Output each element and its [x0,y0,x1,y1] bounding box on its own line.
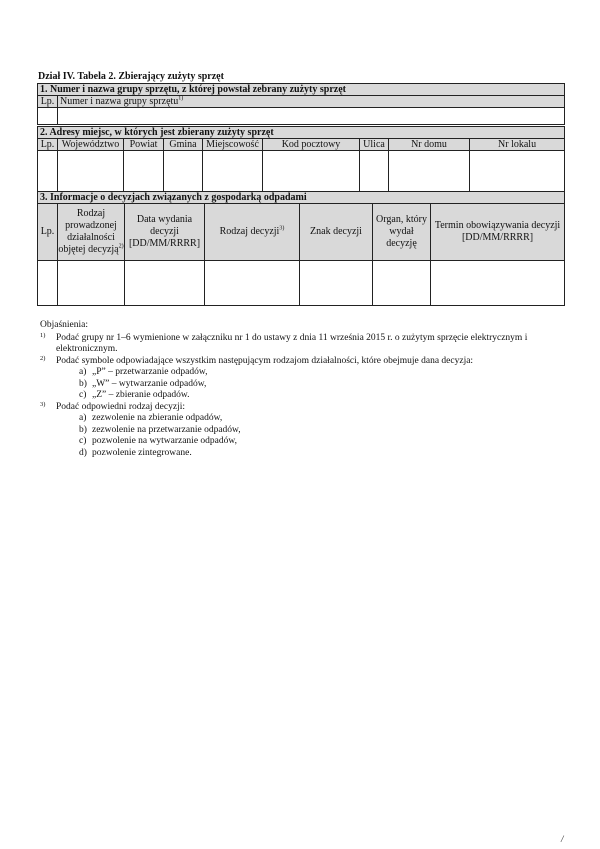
footnote-number: 3) [40,400,46,408]
list-item-letter: a) [79,413,87,423]
list-item [79,448,560,460]
input-cell-decision-sign[interactable] [300,261,373,306]
input-cell-voivodeship[interactable] [58,151,124,192]
column-header-apartment-number: Nr lokalu [470,139,565,151]
input-cell-lp[interactable] [38,261,58,306]
input-cell-decision-type[interactable] [205,261,300,306]
input-cell-commune[interactable] [164,151,203,192]
column-header-group-name-text: Numer i nazwa grupy sprzętu [60,96,179,107]
column-header-issue-date: Data wydania decyzji [DD/MM/RRRR] [125,204,205,261]
table-row [38,151,565,192]
column-header-issuing-authority: Organ, który wydał decyzję [373,204,431,261]
input-cell-lp[interactable] [38,151,58,192]
list-item-letter: c) [79,390,87,400]
column-header-group-name [58,96,565,108]
footnote-ref-1: 1) [178,95,184,102]
page-title: Dział IV. Tabela 2. Zbierający zużyty sprzęt [38,71,224,82]
page-mark: / [561,834,564,844]
column-header-lp: Lp. [38,204,58,261]
input-cell-activity-type[interactable] [58,261,125,306]
explanation-text: Podać odpowiedni rodzaj decyzji: [56,401,186,412]
explanations [40,320,560,459]
list-item [79,379,560,391]
list-item-letter: b) [79,378,87,389]
footnote-ref-3: 3) [279,225,285,232]
list-item-letter: d) [79,447,87,458]
input-cell-apartment-number[interactable] [470,151,565,192]
list-item-text: „W” – wytwarzanie odpadów, [92,378,207,389]
list-item-text: zezwolenie na przetwarzanie odpadów, [92,424,241,435]
equipment-group-table [37,83,565,125]
column-header-postal-code: Kod pocztowy [263,139,360,151]
column-header-voivodeship: Województwo [58,139,124,151]
input-cell-issuing-authority[interactable] [373,261,431,306]
section-2-title: 2. Adresy miejsc, w których jest zbierany zużyty sprzęt [38,127,565,139]
footnote-ref-2: 2) [118,243,124,250]
explanation-2-list [40,367,560,402]
input-cell-house-number[interactable] [389,151,470,192]
explanation-text: Podać symbole odpowiadające wszystkim następującym rodzajom działalności, które obejmuje dana decyzja: [56,355,474,366]
column-header-house-number: Nr domu [389,139,470,151]
column-header-lp: Lp. [38,139,58,151]
column-header-activity-type-text: Rodzaj prowadzonej działalności objętej decyzją [58,208,119,255]
list-item [79,367,560,379]
column-header-decision-sign: Znak decyzji [300,204,373,261]
column-header-decision-type [205,204,300,261]
section-1-title: 1. Numer i nazwa grupy sprzętu, z której powstał zebrany zużyty sprzęt [38,84,565,96]
input-cell-locality[interactable] [203,151,263,192]
list-item-text: zezwolenie na zbieranie odpadów, [92,413,223,423]
section-3-title: 3. Informacje o decyzjach związanych z gospodarką odpadami [38,192,565,204]
column-header-commune: Gmina [164,139,203,151]
collection-addresses-table [37,126,565,192]
input-cell-group-name[interactable] [58,108,565,125]
table-row [38,108,565,125]
list-item [79,390,560,402]
explanations-heading: Objaśnienia: [40,320,89,330]
list-item [79,425,560,437]
list-item-text: pozwolenie na wytwarzanie odpadów, [92,436,237,446]
list-item-letter: b) [79,424,87,435]
explanation-1 [40,333,560,356]
column-header-activity-type [58,204,125,261]
input-cell-validity-term[interactable] [431,261,565,306]
list-item-letter: a) [79,367,87,377]
table-row [38,261,565,306]
column-header-lp: Lp. [38,96,58,108]
column-header-decision-type-text: Rodzaj decyzji [219,226,280,237]
list-item-text: „P” – przetwarzanie odpadów, [92,367,208,377]
list-item [79,436,560,448]
input-cell-lp[interactable] [38,108,58,125]
list-item-letter: c) [79,436,87,446]
input-cell-issue-date[interactable] [125,261,205,306]
input-cell-street[interactable] [360,151,389,192]
input-cell-county[interactable] [124,151,164,192]
column-header-street: Ulica [360,139,389,151]
waste-decisions-table [37,191,565,306]
footnote-number: 2) [40,354,46,362]
column-header-locality: Miejscowość [203,139,263,151]
list-item [79,413,560,425]
explanation-2 [40,356,560,368]
explanation-3 [40,402,560,414]
input-cell-postal-code[interactable] [263,151,360,192]
explanation-3-list [40,413,560,459]
footnote-number: 1) [40,331,46,339]
list-item-text: pozwolenie zintegrowane. [92,447,192,458]
column-header-county: Powiat [124,139,164,151]
explanation-text: Podać grupy nr 1–6 wymienione w załączniku nr 1 do ustawy z dnia 11 września 2015 r. o zużytym sprzęcie elektrycznym i elektronicznym. [56,332,528,354]
list-item-text: „Z” – zbieranie odpadów. [92,390,190,400]
column-header-validity-term: Termin obowiązywania decyzji [DD/MM/RRRR] [431,204,565,261]
